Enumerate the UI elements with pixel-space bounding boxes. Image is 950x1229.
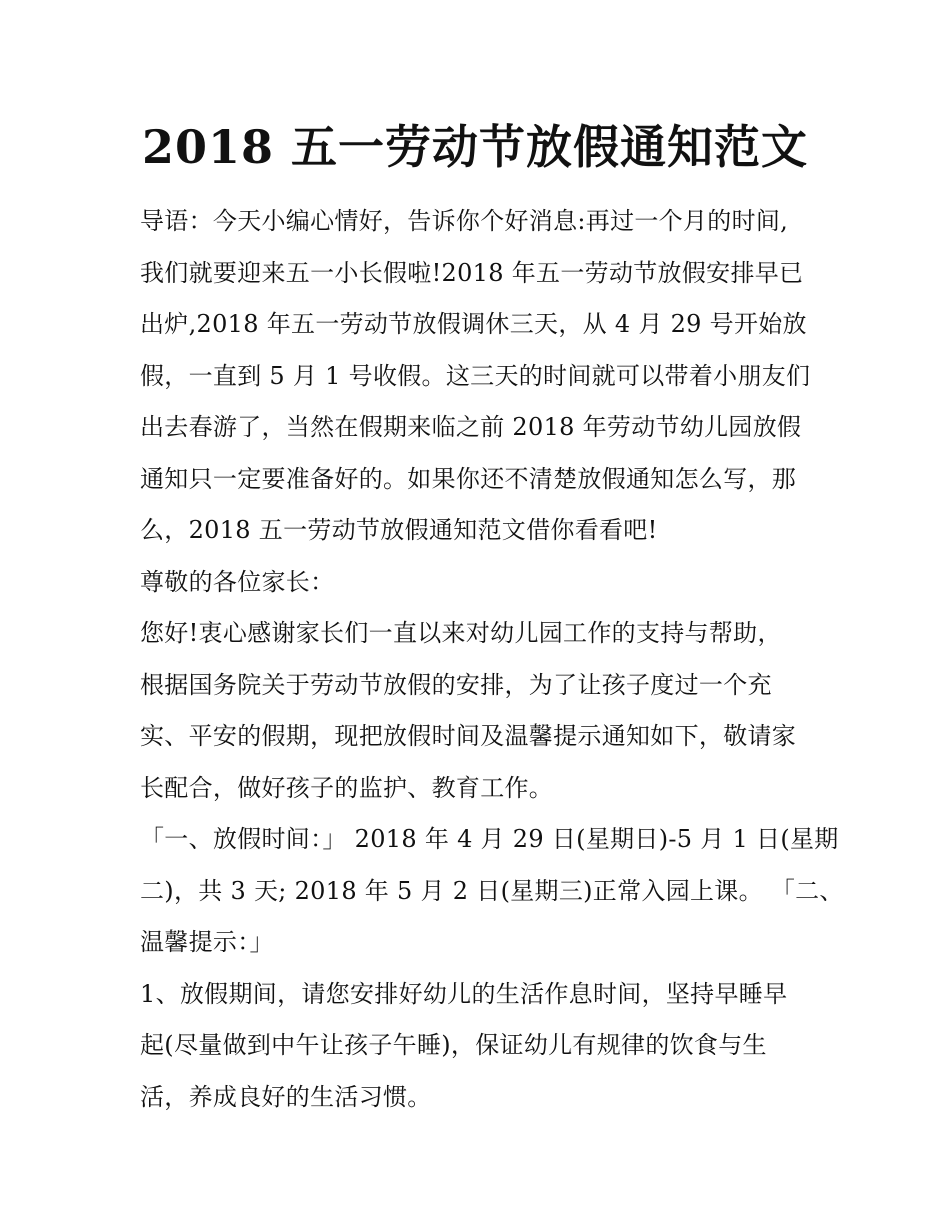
document-title: 2018 五一劳动节放假通知范文 (141, 120, 809, 174)
text-line: 实、平安的假期，现把放假时间及温馨提示通知如下，敬请家 (140, 722, 797, 750)
text-line: 起(尽量做到中午让孩子午睡)，保证幼儿有规律的饮食与生 (140, 1031, 767, 1059)
text-line: 么，2018 五一劳动节放假通知范文借你看看吧! (140, 516, 658, 544)
text-line: 通知只一定要准备好的。如果你还不清楚放假通知怎么写，那 (140, 464, 797, 493)
text-line: 导语：今天小编心情好，告诉你个好消息:再过一个月的时间, (140, 207, 789, 235)
salutation: 尊敬的各位家长： (140, 567, 335, 596)
text-line: 活，养成良好的生活习惯。 (140, 1082, 432, 1111)
text-line: 我们就要迎来五一小长假啦!2018 年五一劳动节放假安排早已 (140, 258, 804, 287)
text-line: 假，一直到 5 月 1 号收假。这三天的时间就可以带着小朋友们 (140, 361, 811, 390)
text-line: 温馨提示：」 (140, 928, 274, 956)
text-line: 二)，共 3 天; 2018 年 5 月 2 日(星期三)正常入园上课。 「二、 (140, 876, 844, 905)
text-line: 「一、放假时间：」 2018 年 4 月 29 日(星期日)-5 月 1 日(星期 (140, 825, 839, 853)
text-line: 您好!衷心感谢家长们一直以来对幼儿园工作的支持与帮助， (140, 619, 782, 647)
text-line: 出去春游了，当然在假期来临之前 2018 年劳动节幼儿园放假 (140, 413, 802, 441)
document-body (140, 196, 844, 1123)
text-line: 出炉,2018 年五一劳动节放假调休三天，从 4 月 29 号开始放 (140, 310, 807, 338)
text-line: 长配合，做好孩子的监护、教育工作。 (140, 773, 554, 802)
text-line: 根据国务院关于劳动节放假的安排，为了让孩子度过一个充 (140, 670, 772, 699)
text-line: 1、放假期间，请您安排好幼儿的生活作息时间，坚持早睡早 (140, 979, 788, 1008)
